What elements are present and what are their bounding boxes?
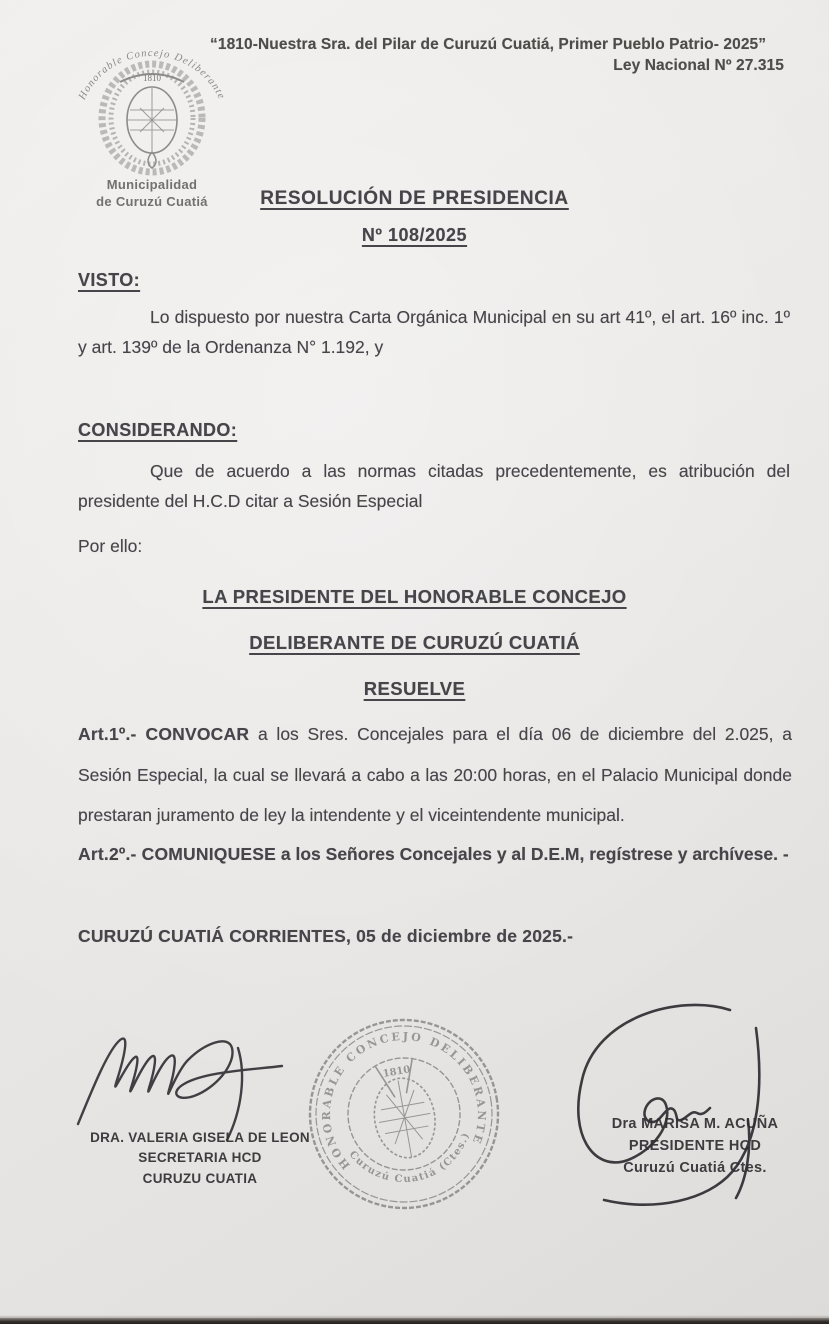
- article-1: [78, 714, 792, 836]
- signature-right-name-block: [588, 1114, 802, 1179]
- visto-body: Lo dispuesto por nuestra Carta Orgánica Municipal en su art 41º, el art. 16º inc. 1º y art. 139º de la Ordenanza N° 1.192, y: [78, 307, 790, 358]
- logo-year: 1810: [143, 73, 161, 83]
- stamp-arc-top-text: HONORABLE CONCEJO DELIBERANTE: [319, 1029, 489, 1172]
- resuelve-heading-2: DELIBERANTE DE CURUZÚ CUATIÁ: [249, 632, 580, 653]
- considerando-heading: CONSIDERANDO:: [78, 420, 238, 440]
- hcd-round-stamp: [298, 1008, 510, 1220]
- dateline: CURUZÚ CUATIÁ CORRIENTES, 05 de diciembre de 2025.-: [78, 926, 574, 946]
- article-1-label: Art.1º.- CONVOCAR: [78, 724, 250, 744]
- signatory-place: CURUZU CUATIA: [142, 1170, 258, 1186]
- header-law-line: Ley Nacional Nº 27.315: [613, 57, 784, 74]
- signatory-role: SECRETARIA HCD: [138, 1150, 262, 1166]
- por-ello-text: Por ello:: [78, 536, 143, 556]
- logo-arc-text: Honorable Concejo Deliberante: [76, 47, 228, 102]
- document-title: RESOLUCIÓN DE PRESIDENCIA: [260, 188, 569, 209]
- header-motto: [210, 36, 792, 75]
- signatory-place: Curuzú Cuatiá Ctes.: [623, 1159, 767, 1176]
- stamp-arc-bottom-text: · Curuzú Cuatiá (Ctes.) ·: [343, 1105, 474, 1186]
- article-2: [78, 834, 792, 875]
- signatory-name: DRA. VALERIA GISELA DE LEON: [90, 1130, 310, 1145]
- signatory-name: Dra MARISA M. ACUÑA: [611, 1116, 779, 1132]
- scan-bottom-edge: [0, 1318, 829, 1324]
- signatory-role: PRESIDENTE HCD: [628, 1137, 762, 1154]
- signature-right-scribble-icon: [560, 1000, 810, 1218]
- stamp-year-text: 1810: [381, 1064, 412, 1080]
- resuelve-heading-3: RESUELVE: [363, 678, 466, 699]
- signature-left-name-block: [78, 1128, 322, 1189]
- document-number: Nº 108/2025: [361, 225, 468, 245]
- article-1-body: a los Sres. Concejales para el día 06 de diciembre del 2.025, a Sesión Especial, la cual se llevará a cabo a las 20:00 horas, en el Palacio Municipal donde prestaran juramento de ley la intendente y el viceintendente municipal.: [78, 724, 792, 826]
- visto-heading: VISTO:: [78, 270, 141, 290]
- article-2-body: a los Señores Concejales y al D.E.M, regístrese y archívese. -: [276, 844, 789, 864]
- title-block: [0, 188, 829, 246]
- article-2-label: Art.2º.- COMUNIQUESE: [78, 844, 277, 864]
- considerando-body: Que de acuerdo a las normas citadas precedentemente, es atribución del presidente del H.C.D citar a Sesión Especial: [78, 461, 790, 512]
- header-quote-line: “1810-Nuestra Sra. del Pilar de Curuzú Cuatiá, Primer Pueblo Patrio- 2025”: [210, 36, 767, 53]
- logo-caption: Municipalidad de Curuzú Cuatiá: [96, 177, 208, 209]
- resuelve-heading-1: LA PRESIDENTE DEL HONORABLE CONCEJO: [202, 586, 627, 607]
